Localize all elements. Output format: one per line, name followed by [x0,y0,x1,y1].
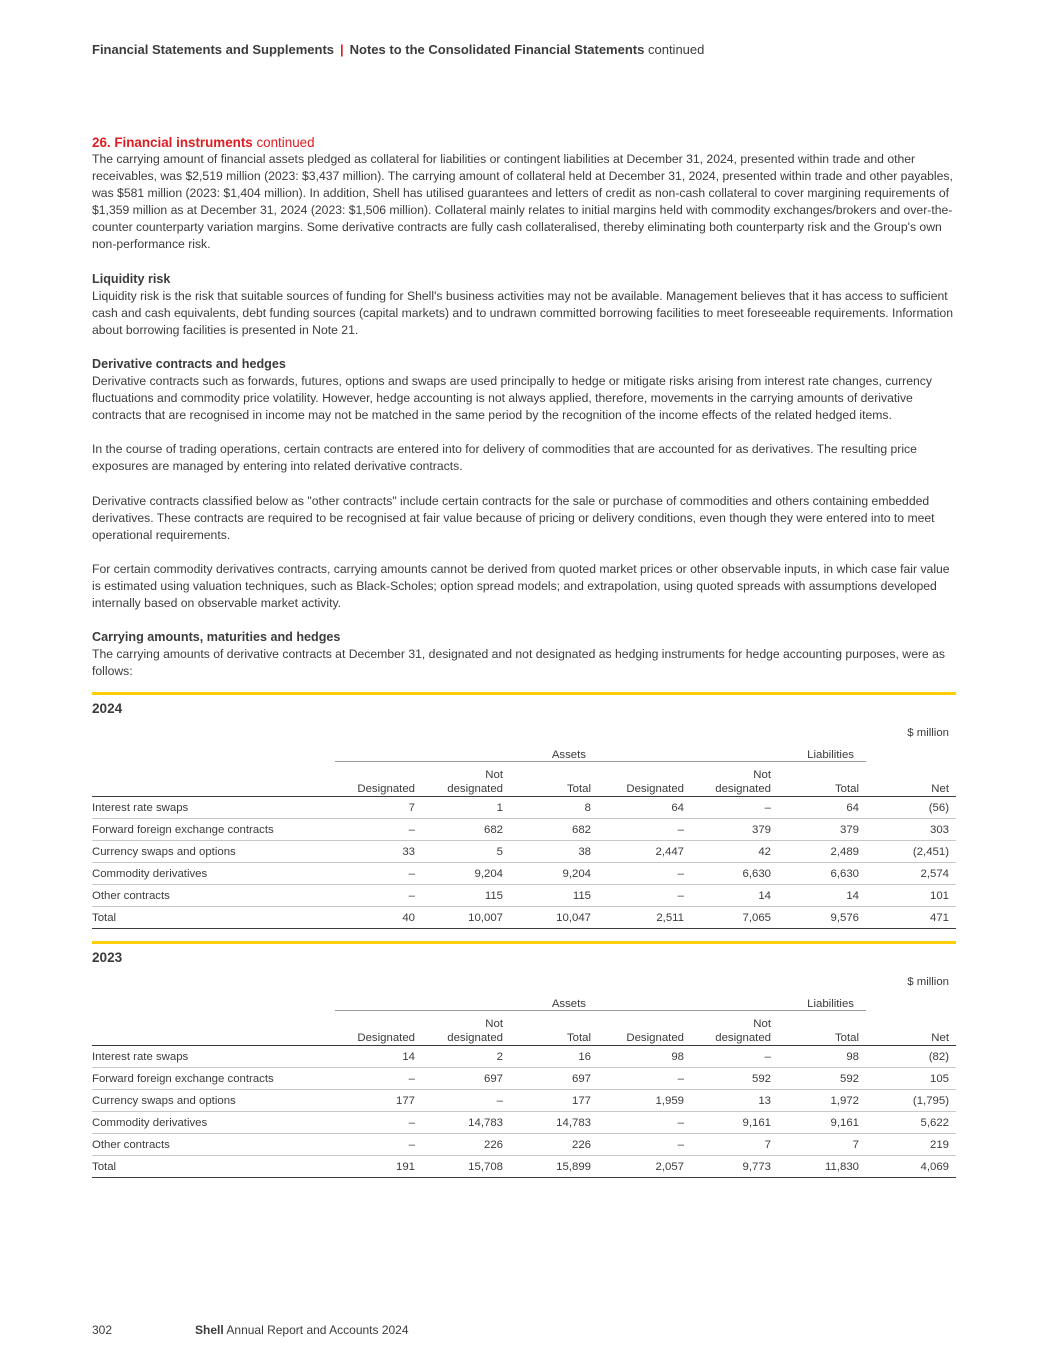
derivatives-paragraph-1: Derivative contracts such as forwards, futures, options and swaps are used principally to hedge or mitigate risks arising from interest rate changes, currency fluctuations and commodity price volatility. However, hedge accounting is not always applied, therefore, movements in the carrying amounts of derivative contracts that are recognised in income may not be matched in the same period by the recognition of the income effects of the related hedged items. [92,374,932,423]
table-row: Other contracts – 115 115 – 14 14 101 [92,885,956,907]
header-subsection: Notes to the Consolidated Financial Statements [349,42,645,57]
table-row: Commodity derivatives – 14,783 14,783 – 9,161 9,161 5,622 [92,1112,956,1134]
derivatives-paragraph-4: For certain commodity derivatives contracts, carrying amounts cannot be derived from quoted market prices or other observable inputs, in which case fair value is estimated using valuation techniques, such as Black-Scholes; option spread models; and extrapolation, using quoted spreads with assumptions developed internally based on observable market activity. [92,561,950,610]
col-assets-designated: Designated [335,762,422,797]
table-row: Commodity derivatives – 9,204 9,204 – 6,630 6,630 2,574 [92,863,956,885]
liabilities-group-header: Liabilities [598,739,866,762]
col-assets-designated: Designated [335,1011,422,1046]
page-footer [92,1323,409,1337]
col-liabilities-designated: Designated [598,1011,691,1046]
col-net: Net [866,762,956,797]
table-row: Interest rate swaps 14 2 16 98 – 98 (82) [92,1046,956,1068]
table-block-2023 [92,941,956,1178]
note-title-text: 26. Financial instruments [92,135,253,150]
col-assets-not-designated: Not designated [422,1011,510,1046]
derivatives-table [92,966,956,1178]
header-separator: | [340,42,344,57]
footer-report-title: Annual Report and Accounts 2024 [226,1323,409,1337]
carrying-heading: Carrying amounts, maturities and hedges [92,630,341,645]
carrying-paragraph: The carrying amounts of derivative contracts at December 31, designated and not designated as hedging instruments for hedge accounting purposes, were as follows: [92,647,945,679]
note-title [92,134,956,151]
derivatives-heading: Derivative contracts and hedges [92,356,286,371]
col-net: Net [866,1011,956,1046]
year-divider [92,692,956,695]
table-row: Forward foreign exchange contracts – 682 682 – 379 379 303 [92,819,956,841]
page-number: 302 [92,1323,113,1337]
footer-brand: Shell [195,1323,224,1337]
table-block-2024 [92,692,956,929]
table-row: Forward foreign exchange contracts – 697 697 – 592 592 105 [92,1068,956,1090]
table-row: Currency swaps and options 177 – 177 1,959 13 1,972 (1,795) [92,1090,956,1112]
unit-label: $ million [907,976,949,989]
liquidity-paragraph: Liquidity risk is the risk that suitable sources of funding for Shell's business activities may not be available. Management believes that it has access to sufficient cash and cash equivalents, debt funding sources (capital markets) and to undrawn committed borrowing facilities to meet foreseeable requirements. Information about borrowing facilities is presented in Note 21. [92,288,954,337]
assets-group-header: Assets [335,739,598,762]
col-assets-total: Total [510,762,598,797]
table-row: Currency swaps and options 33 5 38 2,447 42 2,489 (2,451) [92,841,956,863]
liquidity-heading: Liquidity risk [92,271,171,286]
collateral-paragraph: The carrying amount of financial assets pledged as collateral for liabilities or contingent liabilities at December 31, 2024, presented within trade and other receivables, was $2,519 million (2023: $3,437 million). The carrying amount of collateral held at December 31, 2024, presented within trade and other payables, was $581 million (2023: $1,404 million). In addition, Shell has utilised guarantees and letters of credit as non-cash collateral to cover margining requirements of $1,359 million as at December 31, 2024 (2023: $1,506 million). Collateral mainly relates to initial margins held with commodity exchanges/brokers and over-the-counter counterparty variation margins. Some derivative contracts are fully cash collateralised, thereby eliminating both counterparty risk and the Group's own non-performance risk. [92,152,953,252]
year-divider [92,941,956,944]
col-liabilities-total: Total [778,1011,866,1046]
table-row: Other contracts – 226 226 – 7 7 219 [92,1134,956,1156]
header-section: Financial Statements and Supplements [92,42,334,57]
derivatives-table [92,717,956,929]
derivatives-paragraph-2: In the course of trading operations, certain contracts are entered into for delivery of commodities that are accounted for as derivatives. The resulting price exposures are managed by entering into related derivative contracts. [92,442,917,474]
table-row: Interest rate swaps 7 1 8 64 – 64 (56) [92,797,956,819]
table-total-row: Total 191 15,708 15,899 2,057 9,773 11,830 4,069 [92,1156,956,1178]
running-header [92,42,704,57]
col-assets-not-designated: Not designated [422,762,510,797]
unit-label: $ million [907,727,949,740]
table-total-row: Total 40 10,007 10,047 2,511 7,065 9,576 471 [92,907,956,929]
page-content [92,134,956,1178]
liabilities-group-header: Liabilities [598,988,866,1011]
col-liabilities-not-designated: Not designated [691,1011,778,1046]
header-suffix: continued [647,42,705,57]
col-assets-total: Total [510,1011,598,1046]
derivatives-paragraph-3: Derivative contracts classified below as "other contracts" include certain contracts for the sale or purchase of commodities and others containing embedded derivatives. These contracts are required to be recognised at fair value because of pricing or delivery conditions, even though they were entered into to meet operational requirements. [92,493,935,542]
year-title: 2024 [92,701,123,717]
note-title-suffix: continued [256,135,315,150]
year-title: 2023 [92,950,123,966]
col-liabilities-total: Total [778,762,866,797]
col-liabilities-designated: Designated [598,762,691,797]
col-liabilities-not-designated: Not designated [691,762,778,797]
assets-group-header: Assets [335,988,598,1011]
